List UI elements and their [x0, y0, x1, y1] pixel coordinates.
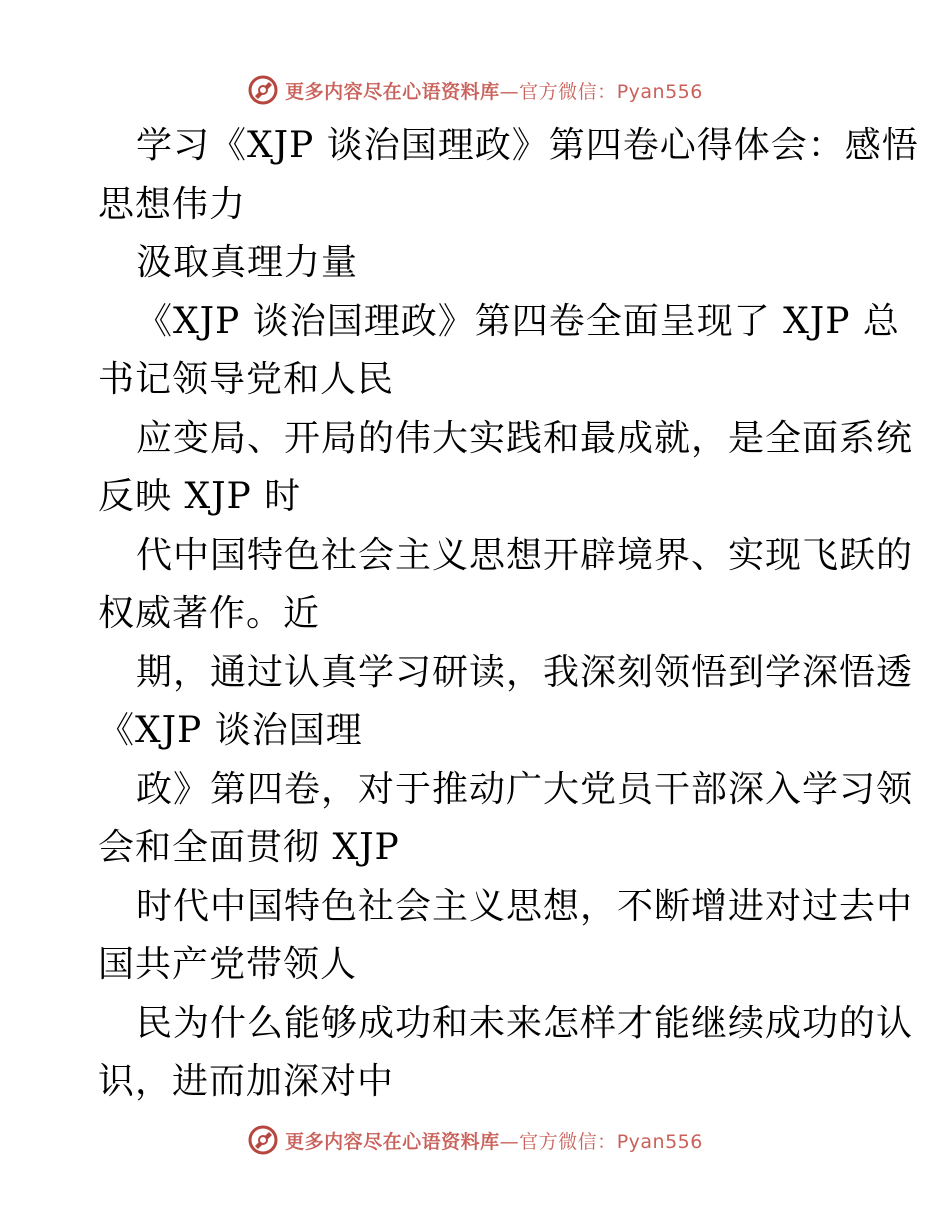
document-body [98, 117, 919, 1112]
text-line: 识，进而加深对中 [98, 1061, 395, 1102]
text-line: 民为什么能够成功和未来怎样才能继续成功的认 [136, 1002, 914, 1044]
text-line: 《XJP 谈治国理政》第四卷全面呈现了 XJP 总 [136, 300, 900, 342]
text-line: 国共产党带领人 [98, 944, 358, 985]
text-line: 代中国特色社会主义思想开辟境界、实现飞跃的 [136, 534, 914, 576]
text-line: 时代中国特色社会主义思想，不断增进对过去中 [136, 885, 914, 927]
text-line: 《XJP 谈治国理 [98, 710, 363, 751]
banner-main-text: 更多内容尽在心语资料库 [285, 80, 500, 103]
banner-text [285, 77, 703, 104]
text-line: 学习《XJP 谈治国理政》第四卷心得体会：感悟 [136, 125, 919, 166]
banner-wechat-id: Pyan556 [616, 80, 703, 103]
banner-text [285, 1127, 703, 1154]
banner-dash: — [499, 80, 520, 103]
text-line: 思想伟力 [98, 183, 247, 225]
text-line: 期，通过认真学习研读，我深刻领悟到学深悟透 [136, 651, 914, 693]
banner-dash: — [499, 1130, 520, 1153]
text-line: 汲取真理力量 [136, 242, 359, 283]
brand-logo-icon [247, 74, 279, 106]
banner-main-text: 更多内容尽在心语资料库 [285, 1130, 500, 1153]
text-line: 权威著作。近 [98, 593, 321, 634]
text-line: 应变局、开局的伟大实践和最成就，是全面系统 [136, 417, 914, 459]
text-line: 会和全面贯彻 XJP [98, 827, 400, 868]
brand-logo-icon [247, 1124, 279, 1156]
banner-sub-text: 官方微信： [519, 80, 617, 103]
footer-banner [0, 1120, 950, 1160]
header-banner [0, 70, 950, 110]
banner-sub-text: 官方微信： [519, 1130, 617, 1153]
text-line: 政》第四卷，对于推动广大党员干部深入学习领 [136, 768, 914, 810]
text-line: 反映 XJP 时 [98, 476, 302, 517]
text-line: 书记领导党和人民 [98, 359, 395, 400]
banner-wechat-id: Pyan556 [616, 1130, 703, 1153]
